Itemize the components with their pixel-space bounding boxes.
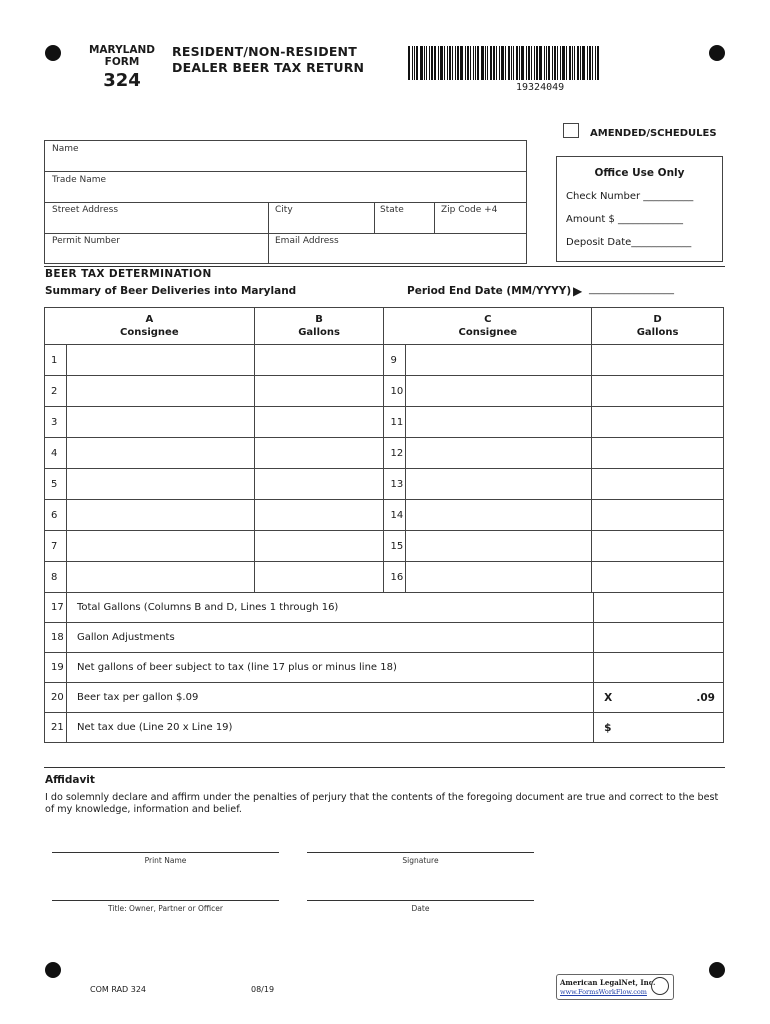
barcode-bar (452, 46, 453, 80)
brand-name: American LegalNet, Inc. (560, 978, 656, 987)
zip-code-field[interactable]: Zip Code +4 (441, 205, 498, 215)
form-word: FORM (104, 56, 140, 68)
line-number: 9 (384, 345, 406, 376)
barcode-bar (577, 46, 579, 80)
line-number: 6 (45, 500, 67, 531)
barcode-bar (582, 46, 585, 80)
barcode-bar (589, 46, 591, 80)
barcode-bar (412, 46, 413, 80)
barcode-bar (481, 46, 484, 80)
summary-line-number: 17 (45, 593, 67, 623)
gallons-b-cell[interactable] (254, 376, 384, 407)
barcode-bar (587, 46, 588, 80)
gallons-d-cell[interactable] (592, 469, 724, 500)
barcode-bar (449, 46, 451, 80)
consignee-c-cell[interactable] (406, 407, 592, 438)
column-d-header: D Gallons (592, 308, 724, 345)
gallons-d-cell[interactable] (592, 376, 724, 407)
gallons-d-cell[interactable] (592, 562, 724, 593)
section-subtitle: Summary of Beer Deliveries into Maryland (45, 285, 297, 297)
consignee-c-cell[interactable] (406, 500, 592, 531)
signature-line[interactable] (307, 852, 534, 853)
barcode-bar (457, 46, 459, 80)
form-code: COM RAD 324 (90, 985, 147, 994)
summary-value-cell[interactable] (594, 713, 724, 743)
summary-row (45, 683, 724, 713)
summary-value-suffix: .09 (696, 691, 715, 704)
table-row (45, 562, 724, 593)
summary-row (45, 713, 724, 743)
barcode-bar (431, 46, 433, 80)
barcode-bar (470, 46, 471, 80)
barcode-bar (447, 46, 448, 80)
summary-value-prefix: X (604, 691, 613, 704)
summary-row (45, 623, 724, 653)
form-identifier (86, 44, 158, 91)
barcode-bar (569, 46, 571, 80)
state-field[interactable]: State (380, 205, 404, 215)
period-end-label: Period End Date (MM/YYYY) (407, 285, 572, 297)
line-number: 2 (45, 376, 67, 407)
street-address-field[interactable]: Street Address (52, 205, 119, 215)
table-row (45, 407, 724, 438)
barcode-bar (493, 46, 495, 80)
barcode-bar (513, 46, 514, 80)
barcode-bar (526, 46, 527, 80)
section-divider (44, 266, 725, 267)
barcode-bar (465, 46, 466, 80)
brand-badge (556, 974, 674, 1000)
line-number: 12 (384, 438, 406, 469)
barcode (408, 46, 600, 80)
revision-date: 08/19 (251, 985, 275, 994)
table-header-row (45, 308, 724, 345)
gallons-d-cell[interactable] (592, 500, 724, 531)
section-title: BEER TAX DETERMINATION (45, 268, 212, 280)
summary-line-number: 19 (45, 653, 67, 683)
form-number: 324 (103, 70, 141, 91)
barcode-bar (505, 46, 506, 80)
barcode-bar (499, 46, 500, 80)
line-number: 16 (384, 562, 406, 593)
barcode-bar (501, 46, 504, 80)
consignee-c-cell[interactable] (406, 376, 592, 407)
summary-line-text: Net tax due (Line 20 x Line 19) (66, 713, 593, 743)
barcode-bar (546, 46, 547, 80)
barcode-bar (562, 46, 565, 80)
barcode-bar (426, 46, 427, 80)
consignee-a-cell[interactable] (66, 407, 254, 438)
summary-value-cell[interactable] (594, 683, 724, 713)
summary-value-cell[interactable] (594, 593, 724, 623)
barcode-bar (444, 46, 445, 80)
line-number: 11 (384, 407, 406, 438)
barcode-bar (521, 46, 524, 80)
barcode-bar (424, 46, 425, 80)
summary-line-text: Total Gallons (Columns B and D, Lines 1 through 16) (66, 593, 593, 623)
consignee-a-cell[interactable] (66, 562, 254, 593)
barcode-bar (592, 46, 593, 80)
barcode-bar (548, 46, 550, 80)
deliveries-table (44, 307, 724, 593)
barcode-bar (414, 46, 415, 80)
line-number: 5 (45, 469, 67, 500)
title-line[interactable] (52, 900, 279, 901)
line-number: 10 (384, 376, 406, 407)
registration-mark-bottom-right (709, 962, 725, 978)
office-use-box (556, 156, 723, 262)
table-row (45, 469, 724, 500)
registration-mark-bottom-left (45, 962, 61, 978)
consignee-a-cell[interactable] (66, 531, 254, 562)
consignee-a-cell[interactable] (66, 469, 254, 500)
barcode-bar (473, 46, 474, 80)
gallons-d-cell[interactable] (592, 407, 724, 438)
barcode-bar (516, 46, 518, 80)
barcode-bar (528, 46, 530, 80)
summary-line-number: 20 (45, 683, 67, 713)
barcode-bar (566, 46, 567, 80)
barcode-bar (552, 46, 553, 80)
line-number: 4 (45, 438, 67, 469)
summary-table (44, 592, 724, 743)
brand-url[interactable]: www.FormsWorkFlow.com (560, 988, 647, 996)
barcode-bar (574, 46, 575, 80)
barcode-bar (496, 46, 497, 80)
city-field[interactable]: City (275, 205, 293, 215)
gallons-b-cell[interactable] (254, 531, 384, 562)
table-row (45, 345, 724, 376)
summary-value-cell[interactable] (594, 623, 724, 653)
barcode-bar (595, 46, 596, 80)
barcode-bar (438, 46, 439, 80)
line-number: 13 (384, 469, 406, 500)
consignee-c-cell[interactable] (406, 531, 592, 562)
affidavit-title: Affidavit (45, 774, 95, 786)
consignee-a-cell[interactable] (66, 438, 254, 469)
line-number: 3 (45, 407, 67, 438)
line-number: 14 (384, 500, 406, 531)
registration-mark-top-left (45, 45, 61, 61)
barcode-bar (460, 46, 463, 80)
summary-line-text: Gallon Adjustments (66, 623, 593, 653)
barcode-bar (485, 46, 486, 80)
arrow-right-icon: ▶ (573, 284, 583, 298)
summary-line-number: 21 (45, 713, 67, 743)
consignee-a-cell[interactable] (66, 500, 254, 531)
summary-line-text: Beer tax per gallon $.09 (66, 683, 593, 713)
consignee-c-cell[interactable] (406, 345, 592, 376)
amended-checkbox[interactable] (563, 123, 579, 138)
email-address-field[interactable]: Email Address (275, 236, 339, 246)
date-line[interactable] (307, 900, 534, 901)
barcode-bar (531, 46, 532, 80)
barcode-bar (455, 46, 456, 80)
title-label: Title: Owner, Partner or Officer (108, 904, 223, 913)
barcode-bar (429, 46, 430, 80)
summary-value-cell[interactable] (594, 653, 724, 683)
consignee-c-cell[interactable] (406, 438, 592, 469)
summary-line-number: 18 (45, 623, 67, 653)
barcode-bar (560, 46, 561, 80)
summary-line-text: Net gallons of beer subject to tax (line 17 plus or minus line 18) (66, 653, 593, 683)
barcode-bar (539, 46, 542, 80)
barcode-bar (580, 46, 581, 80)
print-name-line[interactable] (52, 852, 279, 853)
barcode-bar (534, 46, 535, 80)
consignee-c-cell[interactable] (406, 469, 592, 500)
deposit-date: Deposit Date____________ (566, 237, 692, 248)
gallons-b-cell[interactable] (254, 562, 384, 593)
barcode-bar (440, 46, 443, 80)
barcode-bar (434, 46, 436, 80)
summary-value-prefix: $ (604, 721, 612, 734)
table-row (45, 500, 724, 531)
barcode-bar (519, 46, 520, 80)
column-a-header: A Consignee (45, 308, 255, 345)
barcode-bar (467, 46, 469, 80)
line-number: 8 (45, 562, 67, 593)
line-number: 1 (45, 345, 67, 376)
barcode-bar (511, 46, 512, 80)
barcode-bar (477, 46, 479, 80)
barcode-bar (536, 46, 538, 80)
gallons-d-cell[interactable] (592, 345, 724, 376)
gallons-b-cell[interactable] (254, 345, 384, 376)
barcode-bar (554, 46, 556, 80)
column-b-header: B Gallons (254, 308, 384, 345)
barcode-bar (572, 46, 573, 80)
form-title (172, 44, 364, 76)
line-number: 15 (384, 531, 406, 562)
permit-number-field[interactable]: Permit Number (52, 236, 120, 246)
table-row (45, 376, 724, 407)
barcode-bar (508, 46, 510, 80)
state-label: MARYLAND (88, 44, 155, 56)
amount: Amount $ _____________ (566, 214, 684, 225)
globe-icon (651, 977, 669, 995)
consignee-a-cell[interactable] (66, 345, 254, 376)
check-number: Check Number __________ (566, 191, 694, 202)
office-use-title: Office Use Only (594, 167, 685, 179)
barcode-bar (487, 46, 488, 80)
barcode-bar (408, 46, 410, 80)
title-line-1: RESIDENT/NON-RESIDENT (172, 44, 357, 59)
table-row (45, 438, 724, 469)
gallons-b-cell[interactable] (254, 438, 384, 469)
name-field[interactable]: Name (52, 144, 79, 154)
barcode-bar (597, 46, 599, 80)
barcode-bar (544, 46, 545, 80)
print-name-label: Print Name (144, 856, 187, 865)
date-label: Date (411, 904, 430, 913)
column-c-header: C Consignee (384, 308, 592, 345)
trade-name-field[interactable]: Trade Name (52, 175, 107, 185)
barcode-bar (416, 46, 418, 80)
table-row (45, 531, 724, 562)
consignee-c-cell[interactable] (406, 562, 592, 593)
line-number: 7 (45, 531, 67, 562)
gallons-b-cell[interactable] (254, 500, 384, 531)
amended-label: AMENDED/SCHEDULES (590, 128, 717, 139)
barcode-bar (420, 46, 423, 80)
summary-row (45, 653, 724, 683)
summary-row (45, 593, 724, 623)
gallons-d-cell[interactable] (592, 531, 724, 562)
gallons-b-cell[interactable] (254, 407, 384, 438)
signature-label: Signature (402, 856, 439, 865)
affidavit-divider (44, 767, 725, 768)
registration-mark-top-right (709, 45, 725, 61)
barcode-bar (475, 46, 476, 80)
consignee-a-cell[interactable] (66, 376, 254, 407)
affidavit-text: I do solemnly declare and affirm under the penalties of perjury that the contents of the foregoing document are true and correct to the best of my knowledge, information and belief. (45, 792, 719, 815)
barcode-number: 19324049 (516, 82, 565, 93)
title-line-2: DEALER BEER TAX RETURN (172, 60, 365, 75)
period-end-input[interactable]: _________________ (589, 284, 674, 295)
gallons-b-cell[interactable] (254, 469, 384, 500)
barcode-bar (490, 46, 492, 80)
barcode-bar (557, 46, 558, 80)
gallons-d-cell[interactable] (592, 438, 724, 469)
